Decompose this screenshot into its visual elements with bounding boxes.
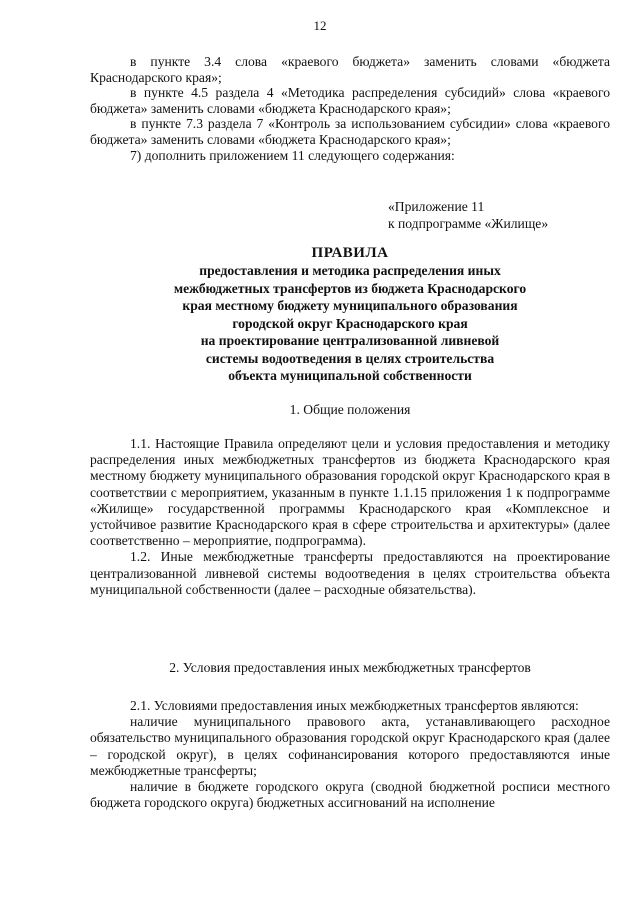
title-line: межбюджетных трансфертов из бюджета Краснодарского bbox=[173, 280, 527, 296]
title-line: предоставления и методика распределения иных bbox=[199, 263, 501, 278]
title-line: городской округ Краснодарского края bbox=[232, 315, 468, 331]
body-paragraph: 1.1. Настоящие Правила определяют цели и условия предоставления и методику распределения иных межбюджетных трансфертов из бюджета Краснодарского края местному бюджету муниципального образования городской округ Краснодарского края в соответствии с мероприятием, указанным в пункте 1.1.15 приложения 1 к подпрограмме «Жилище» государственной программы Краснодарского края «Комплексное и устойчивое развитие Краснодарского края в сфере строительства и архитектуры» (далее соответственно – мероприятие, подпрограмма). bbox=[90, 436, 610, 549]
amendments-block bbox=[90, 54, 610, 163]
body-paragraph: наличие в бюджете городского округа (сводной бюджетной росписи местного бюджета городского округа) бюджетных ассигнований на исполнение bbox=[90, 779, 610, 811]
section-heading: 2. Условия предоставления иных межбюджетных трансфертов bbox=[169, 660, 531, 675]
amendment-paragraph: в пункте 3.4 слова «краевого бюджета» заменить словами «бюджета Краснодарского края»; bbox=[90, 54, 610, 85]
title-line: объекта муниципальной собственности bbox=[228, 368, 472, 383]
amendment-paragraph: 7) дополнить приложением 11 следующего содержания: bbox=[130, 147, 455, 163]
title-main: ПРАВИЛА bbox=[311, 245, 389, 261]
document-title bbox=[90, 244, 610, 385]
title-line: на проектирование централизованной ливневой bbox=[200, 333, 500, 348]
title-line: края местному бюджету муниципального образования bbox=[182, 298, 518, 313]
appendix-line: «Приложение 11 bbox=[388, 199, 485, 214]
section-heading: 1. Общие положения bbox=[289, 402, 411, 417]
title-line: системы водоотведения в целях строительства bbox=[205, 350, 495, 366]
section1-body bbox=[90, 436, 610, 598]
body-paragraph: 1.2. Иные межбюджетные трансферты предоставляются на проектирование централизованной ливневой системы водоотведения в целях строительства объекта муниципальной собственности (далее – расходные обязательства). bbox=[90, 549, 610, 597]
amendment-paragraph: в пункте 7.3 раздела 7 «Контроль за использованием субсидии» слова «краевого бюджета» заменить словами «бюджета Краснодарского края»; bbox=[90, 116, 610, 147]
page-number: 12 bbox=[313, 18, 327, 33]
amendment-paragraph: в пункте 4.5 раздела 4 «Методика распределения субсидий» слова «краевого бюджета» заменить словами «бюджета Краснодарского края»; bbox=[90, 85, 610, 116]
appendix-line: к подпрограмме «Жилище» bbox=[388, 216, 549, 231]
appendix-reference bbox=[388, 198, 548, 232]
body-paragraph: наличие муниципального правового акта, устанавливающего расходное обязательство муниципального образования городской округ Краснодарского края (далее – городской округ), в целях софинансирования которого предоставляются иные межбюджетные трансферты; bbox=[90, 714, 610, 778]
body-paragraph: 2.1. Условиями предоставления иных межбюджетных трансфертов являются: bbox=[130, 698, 579, 713]
section2-body bbox=[90, 698, 610, 811]
